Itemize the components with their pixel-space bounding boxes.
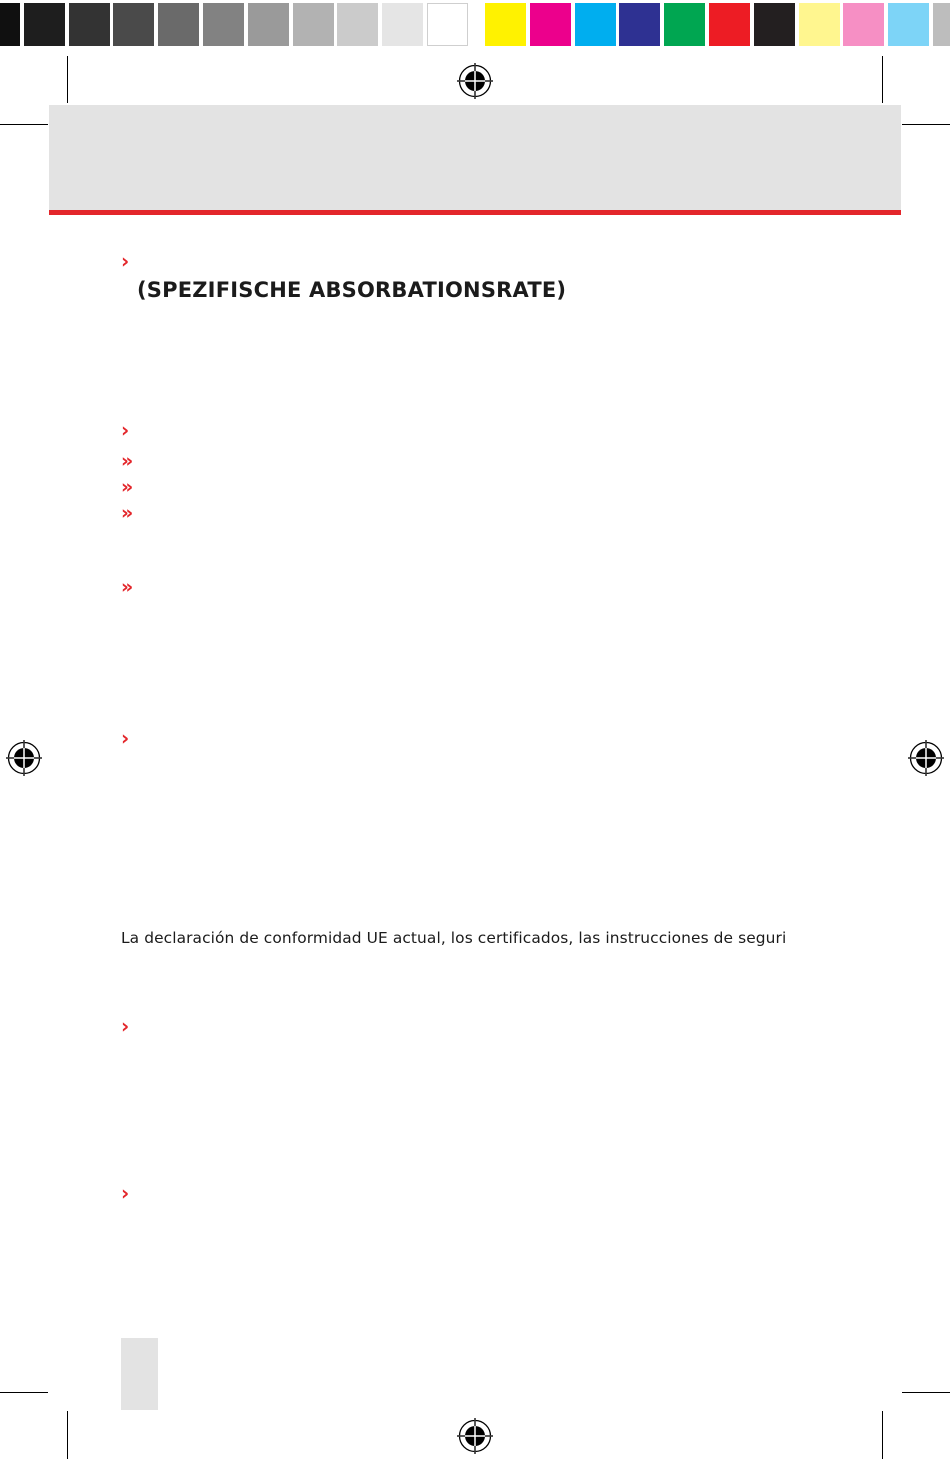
list-bullet-3: »	[121, 502, 134, 524]
crop-mark-bottom-right-vertical	[882, 1411, 883, 1459]
page-number-tab	[121, 1338, 158, 1410]
list-bullet-1: »	[121, 450, 134, 472]
section-marker-sar: ›	[121, 249, 130, 273]
registration-mark-right-icon	[908, 740, 944, 776]
page-header-band	[49, 105, 901, 210]
gray-swatch-10	[382, 3, 423, 46]
color-swatch-9	[843, 3, 884, 46]
crop-mark-top-left-vertical	[67, 56, 68, 103]
section-marker-5: ›	[121, 1181, 130, 1205]
color-swatch-2	[530, 3, 571, 46]
color-swatch-6	[709, 3, 750, 46]
crop-mark-top-right-horizontal	[902, 124, 950, 125]
list-bullet-4: »	[121, 576, 134, 598]
color-swatch-10	[888, 3, 929, 46]
gray-swatch-1	[0, 3, 20, 46]
color-swatch-3	[575, 3, 616, 46]
header-accent-rule	[49, 210, 901, 215]
section-marker-list: ›	[121, 418, 130, 442]
color-swatch-1	[485, 3, 526, 46]
sar-heading-subtitle: (SPEZIFISCHE ABSORBATIONSRATE)	[137, 278, 567, 302]
gray-swatch-11	[427, 3, 468, 46]
color-swatch-4	[619, 3, 660, 46]
gray-swatch-3	[69, 3, 110, 46]
registration-mark-bottom-icon	[457, 1418, 493, 1454]
section-marker-4: ›	[121, 1014, 130, 1038]
gray-swatch-2	[24, 3, 65, 46]
color-swatch-8	[799, 3, 840, 46]
conformity-declaration-text: La declaración de conformidad UE actual, los certificados, las instrucciones de seguri	[121, 929, 787, 947]
crop-mark-top-left-horizontal	[0, 124, 48, 125]
gray-swatch-7	[248, 3, 289, 46]
crop-mark-bottom-left-horizontal	[0, 1392, 48, 1393]
list-bullet-2: »	[121, 476, 134, 498]
gray-swatch-9	[337, 3, 378, 46]
color-swatch-5	[664, 3, 705, 46]
color-swatch-7	[754, 3, 795, 46]
gray-swatch-8	[293, 3, 334, 46]
gray-swatch-6	[203, 3, 244, 46]
gray-swatch-4	[113, 3, 154, 46]
crop-mark-top-right-vertical	[882, 56, 883, 103]
crop-mark-bottom-left-vertical	[67, 1411, 68, 1459]
registration-mark-left-icon	[6, 740, 42, 776]
section-marker-3: ›	[121, 726, 130, 750]
crop-mark-bottom-right-horizontal	[902, 1392, 950, 1393]
color-swatch-11	[933, 3, 950, 46]
gray-swatch-5	[158, 3, 199, 46]
registration-mark-top-icon	[457, 63, 493, 99]
